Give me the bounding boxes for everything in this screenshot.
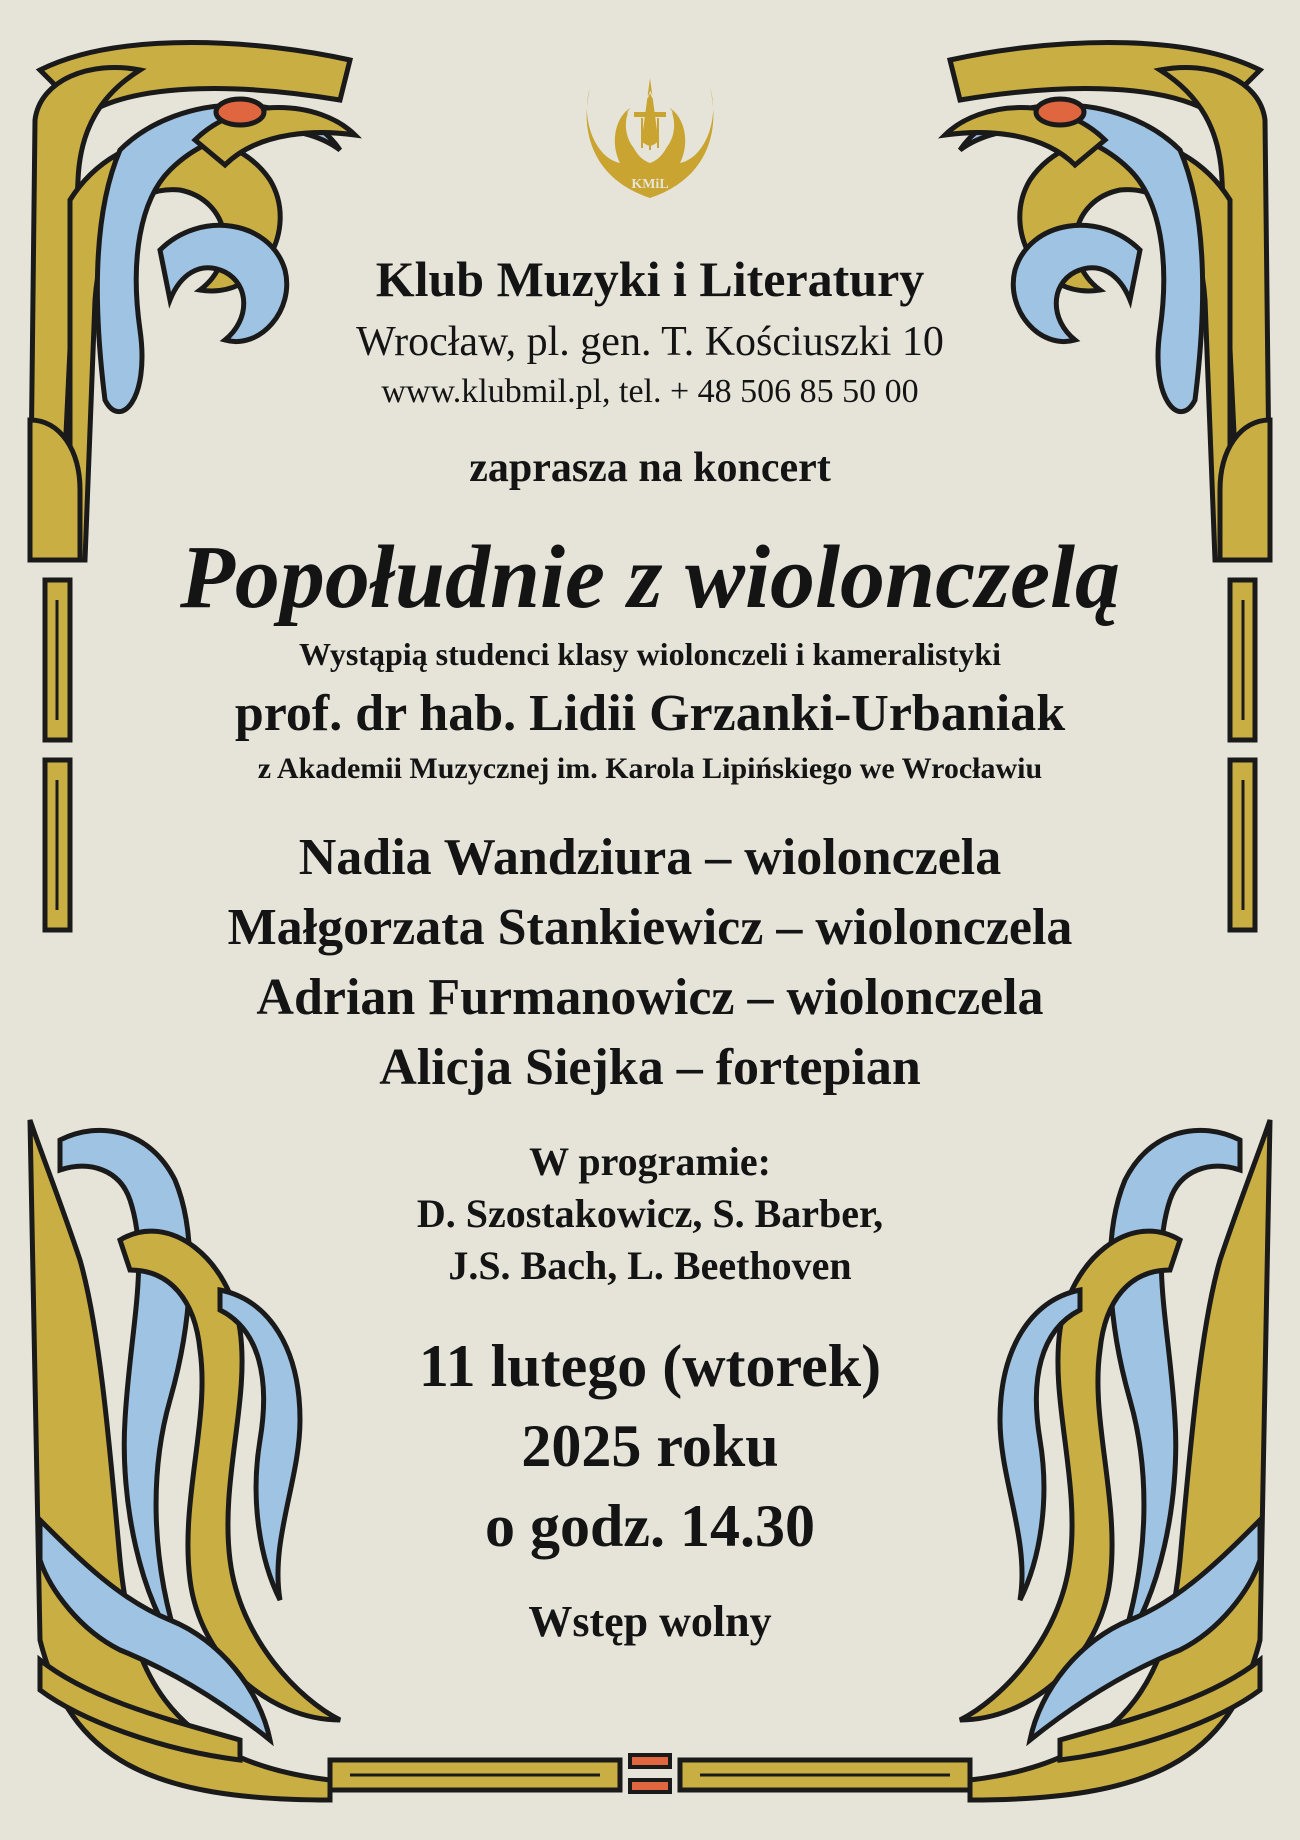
admission-text: Wstęp wolny (528, 1597, 772, 1646)
performer-4: Alicja Siejka – fortepian (379, 1039, 921, 1096)
performer-2: Małgorzata Stankiewicz – wiolonczela (227, 899, 1073, 956)
program-heading: W programie: (529, 1139, 771, 1184)
program-line-1: D. Szostakowicz, S. Barber, (416, 1191, 884, 1236)
program-line-2: J.S. Bach, L. Beethoven (448, 1243, 852, 1288)
concert-date: 11 lutego (wtorek) (418, 1333, 882, 1399)
club-name: Klub Muzyki i Literatury (375, 251, 925, 307)
club-address: Wrocław, pl. gen. T. Kościuszki 10 (356, 319, 944, 365)
concert-title: Popołudnie z wiolonczelą (179, 528, 1121, 627)
logo-mark: W (644, 87, 656, 101)
concert-time: o godz. 14.30 (485, 1493, 815, 1559)
academy-name: z Akademii Muzycznej im. Karola Lipińskiego we Wrocławiu (257, 752, 1043, 785)
concert-year: 2025 roku (521, 1413, 779, 1479)
performer-3: Adrian Furmanowicz – wiolonczela (256, 969, 1044, 1026)
professor-name: prof. dr hab. Lidii Grzanki-Urbaniak (234, 685, 1066, 742)
performer-1: Nadia Wandziura – wiolonczela (298, 829, 1002, 886)
intro-line: Wystąpią studenci klasy wiolonczeli i kameralistyki (299, 636, 1001, 672)
logo-text: KMiL (631, 177, 669, 192)
invite-text: zaprasza na koncert (469, 445, 831, 491)
club-contact: www.klubmil.pl, tel. + 48 506 85 50 00 (381, 373, 919, 410)
